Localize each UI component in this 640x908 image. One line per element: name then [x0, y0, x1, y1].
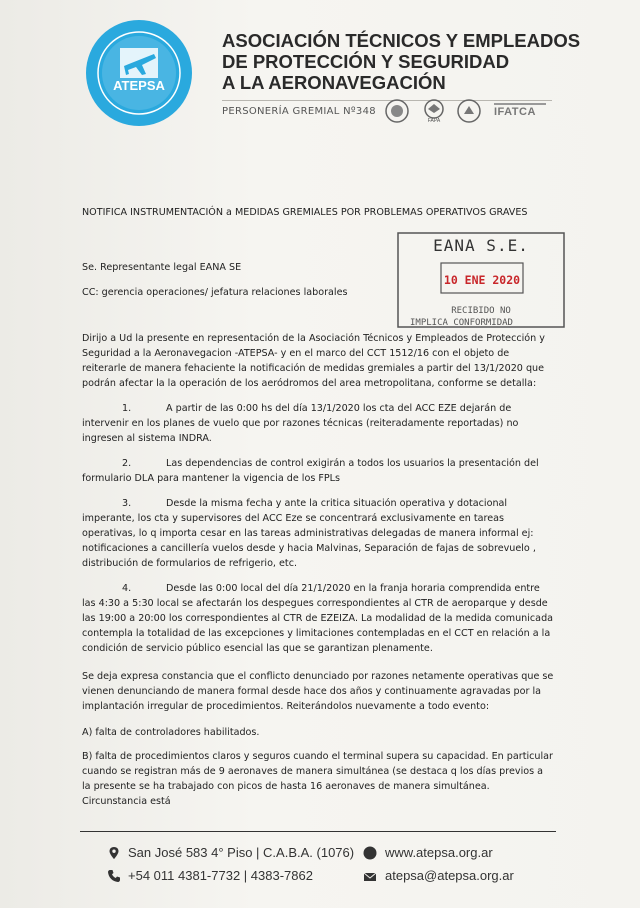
organization-title — [222, 30, 582, 93]
footer-address: San José 583 4° Piso | C.A.B.A. (1076) — [128, 845, 355, 860]
globe-icon — [363, 846, 377, 860]
stamp-company: EANA S.E. — [433, 236, 529, 255]
svg-text:FAPA: FAPA — [427, 118, 441, 123]
item-4 — [82, 581, 554, 656]
personeria-gremial: PERSONERÍA GREMIAL Nº348 — [222, 106, 376, 117]
item-3 — [82, 496, 554, 571]
title-line-3: A LA AERONAVEGACIÓN — [222, 72, 446, 93]
item-number: 3. — [122, 498, 132, 509]
point-a-text: A) falta de controladores habilitados. — [82, 727, 260, 738]
item-number: 1. — [122, 403, 132, 414]
footer-phone: +54 011 4381-7732 | 4383-7862 — [128, 868, 313, 883]
footer-website[interactable]: www.atepsa.org.ar — [385, 845, 493, 860]
point-b-text: B) falta de procedimientos claros y seguros cuando el terminal supera su capacidad. En particular cuando se registran más de 9 aeronaves de manera simultánea (se destaca q los días previos a la presente se ha trabajado con picos de hasta 16 aeronaves de manera simultánea. Circunstancia está — [82, 751, 553, 807]
item-text: Desde la misma fecha y ante la critica situación operativa y dotacional imperante, los cta y supervisores del ACC Eze se concentrará exclusivamente en tareas operativas, lo q importa cesar en las tareas administrativas delegadas de manera informal ej: notificaciones a cancillería vuelos desde y hacia Malvinas, Separación de fajas de sobrevuelo , distribución de formularios de refrigerio, etc. — [82, 498, 536, 569]
ifatca-bar — [494, 103, 546, 105]
ifatca-logo — [494, 106, 536, 118]
ifatca-label: IFATCA — [494, 106, 536, 118]
point-a — [82, 725, 554, 740]
logo-acronym: ATEPSA — [113, 78, 165, 93]
envelope-icon — [363, 870, 377, 884]
item-text: Las dependencias de control exigirán a todos los usuarios la presentación del formulario DLA para mantener la vigencia de los FPLs — [82, 458, 539, 484]
item-number: 4. — [122, 583, 132, 594]
item-text: A partir de las 0:00 hs del día 13/1/2020 los cta del ACC EZE dejarán de intervenir en los planes de vuelo que por razones técnicas (reiteradamente reportadas) no ingresen al sistema INDRA. — [82, 403, 519, 444]
title-line-1: ASOCIACIÓN TÉCNICOS Y EMPLEADOS — [222, 30, 581, 51]
atepsa-logo — [84, 18, 194, 128]
cc-line: CC: gerencia operaciones/ jefatura relaciones laborales — [82, 287, 348, 298]
itf-seal-icon — [457, 99, 481, 123]
point-b — [82, 749, 554, 809]
item-2 — [82, 456, 554, 486]
stamp-date: 10 ENE 2020 — [443, 273, 521, 287]
item-text: Desde las 0:00 local del día 21/1/2020 en la franja horaria comprendida entre las 4:30 a 5:30 local se afectarán los despegues correspondientes al CTR de aeroparque y desde las 19:00 a 20:00 los correspondientes al CTR de EZEIZA. La modalidad de la medida comunicada contempla la totalidad de las excepciones y limitaciones contempladas en el CCT en relación a la condición de servicio público esencial las que se garantizan plenamente. — [82, 583, 554, 654]
phone-icon — [107, 869, 121, 883]
title-line-2: DE PROTECCIÓN Y SEGURIDAD — [222, 51, 510, 72]
location-pin-icon — [107, 846, 121, 860]
stamp-received-line: RECIBIDO NO — [451, 306, 511, 316]
stamp-conformity-line: IMPLICA CONFORMIDAD — [410, 318, 513, 328]
constancia-paragraph — [82, 669, 554, 714]
constancia-text: Se deja expresa constancia que el conflicto denunciado por razones netamente operativas que se vienen denunciando de manera formal desde hace dos años y continuamente agravadas por la implantación irregular de procedimientos. Reiterándolos nuevamente a todo evento: — [82, 671, 554, 712]
fapa-seal-icon — [422, 99, 446, 123]
item-1 — [82, 401, 554, 446]
intro-text: Dirijo a Ud la presente en representación de la Asociación Técnicos y Empleados de Protección y Seguridad a la Aeronavegacion -ATEPSA- y en el marco del CCT 1512/16 con el objeto de reiterarle de manera fehaciente la notificación de medidas gremiales a partir del 13/1/2020 que podrán afectar la la operación de los aeródromos del area metropolitana, conforme se detalla: — [82, 333, 545, 389]
footer-divider — [80, 831, 556, 832]
footer-email[interactable]: atepsa@atepsa.org.ar — [385, 868, 514, 883]
recipient-line: Se. Representante legal EANA SE — [82, 262, 242, 273]
item-number: 2. — [122, 458, 132, 469]
cgt-seal-icon — [385, 99, 409, 123]
subject-line: NOTIFICA INSTRUMENTACIÓN a MEDIDAS GREMIALES POR PROBLEMAS OPERATIVOS GRAVES — [82, 207, 528, 218]
intro-paragraph — [82, 331, 554, 391]
